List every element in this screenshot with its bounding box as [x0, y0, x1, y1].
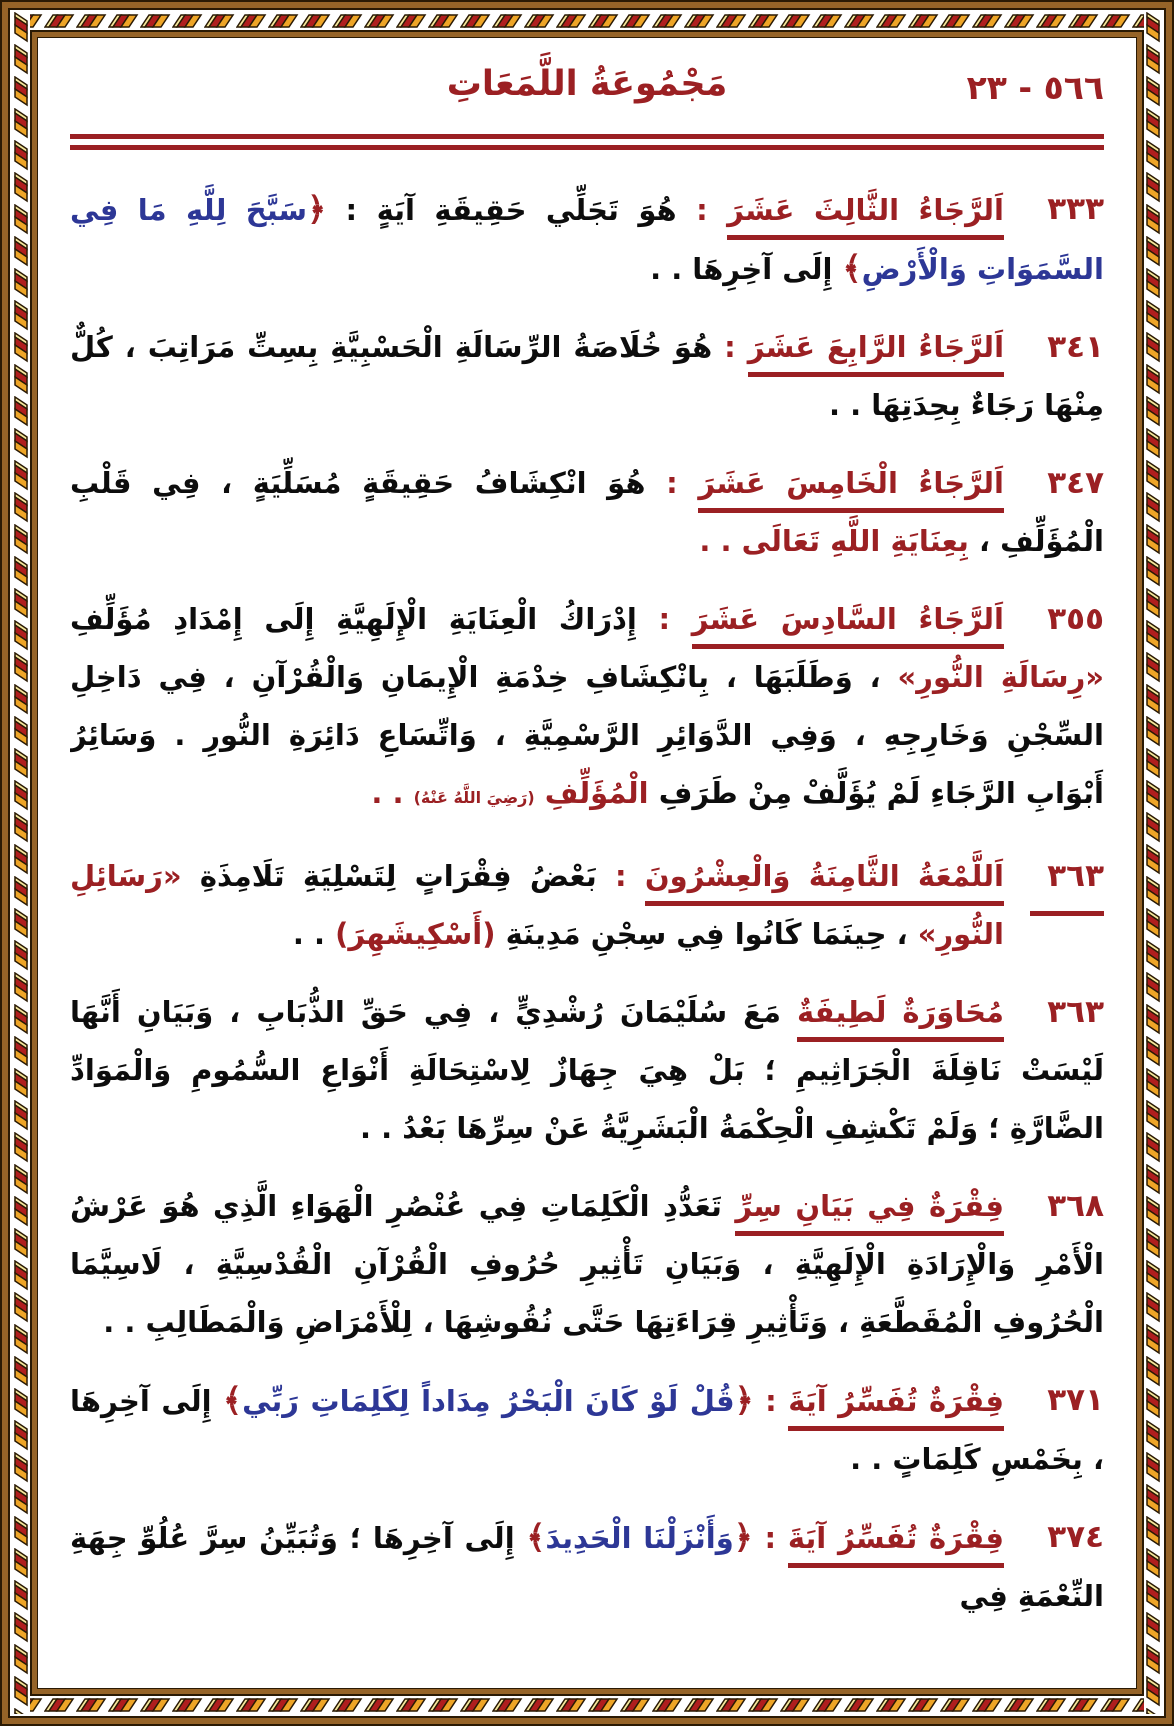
entry-title: مُحَاوَرَةٌ لَطِيفَةٌ	[797, 995, 1004, 1042]
entry-highlight: :	[712, 330, 748, 364]
entry-number: ٣٦٣	[1030, 847, 1104, 916]
entry-text: إِلَى آخِرِهَا ؛ وَتُبَيِّنُ سِرَّ عُلُوِّ جِهَةِ النِّعْمَةِ فِي	[70, 1521, 1104, 1613]
quran-verse: سَبَّحَ لِلَّهِ مَا فِي السَّمَوَاتِ وَالْأَرْضِ	[70, 193, 1104, 286]
entry-highlight: :	[676, 193, 728, 227]
entry-body	[70, 995, 1104, 1145]
entry-body	[70, 466, 1104, 558]
entry-text: تَعَدُّدِ الْكَلِمَاتِ فِي عُنْصُرِ الْهَوَاءِ الَّذِي هُوَ عَرْشُ الْأَمْرِ وَالْإِرَادَةِ الْإِلَهِيَّةِ ، وَبَيَانِ تَأْثِيرِ حُرُوفِ الْقُرْآنِ الْقُدْسِيَّةِ ، لَاسِيَّمَا الْحُرُوفِ الْمُقَطَّعَةِ ، وَتَأْثِيرِ قِرَاءَتِهَا حَتَّى نُقُوشِهَا ، لِلْأَمْرَاضِ وَالْمَطَالِبِ . .	[70, 1189, 1104, 1339]
toc-entry	[70, 318, 1104, 434]
entry-text: هُوَ انْكِشَافُ حَقِيقَةٍ مُسَلِّيَةٍ ، فِي قَلْبِ الْمُؤَلِّفِ ،	[70, 466, 1104, 558]
ornate-bracket-icon: ﴾	[842, 249, 862, 287]
border-braid-left-icon	[12, 12, 30, 1714]
toc-entry	[70, 1371, 1104, 1488]
header-divider	[70, 134, 1104, 150]
entry-number: ٣٦٣	[1047, 994, 1104, 1030]
entry-highlight: :	[753, 1384, 789, 1418]
entry-text: ، وَطَلَبَهَا ، بِانْكِشَافِ خِدْمَةِ الْإِيمَانِ وَالْقُرْآنِ ، فِي دَاخِلِ السِّجْنِ وَخَارِجِهِ ، وَفِي الدَّوَائِرِ الرَّسْمِيَّةِ ، وَاتِّسَاعِ دَائِرَةِ النُّورِ . وَسَائِرُ أَبْوَابِ الرَّجَاءِ لَمْ يُؤَلَّفْ مِنْ طَرَفِ	[70, 660, 1104, 810]
toc-entry	[70, 1508, 1104, 1625]
entry-text: هُوَ خُلَاصَةُ الرِّسَالَةِ الْحَسْبِيَّةِ بِسِتِّ مَرَاتِبَ ، كُلٌّ مِنْهَا رَجَاءٌ بِحِدَتِهَا . .	[70, 330, 1104, 422]
entry-body	[70, 190, 1104, 287]
toc-entry	[70, 590, 1104, 827]
toc-entry	[70, 983, 1104, 1157]
honorific-mark: (رَضِيَ اللَّهُ عَنْهُ)	[413, 788, 535, 807]
entry-number: ٣٣٣	[1047, 191, 1104, 227]
page-content	[42, 42, 1132, 1684]
entry-highlight: «رِسَالَةِ النُّورِ»	[897, 660, 1104, 694]
entry-highlight: الْمُؤَلِّفِ	[534, 776, 649, 810]
entry-number: ٣٥٥	[1047, 601, 1104, 637]
toc-entry	[70, 180, 1104, 298]
page-number: ٥٦٦ - ٢٣	[966, 68, 1104, 107]
entry-highlight: :	[636, 602, 692, 636]
entry-highlight: :	[596, 859, 645, 893]
entry-text: هُوَ تَجَلِّي حَقِيقَةِ آيَةٍ :	[326, 193, 677, 227]
entry-body	[70, 1518, 1104, 1613]
entry-title: اَلرَّجَاءُ الثَّالِثَ عَشَرَ	[727, 193, 1004, 240]
entry-body	[70, 859, 1004, 951]
entry-text: إِلَى آخِرِهَا ، بِخَمْسِ كَلِمَاتٍ . .	[70, 1384, 1104, 1476]
entry-number: ٣٤٧	[1047, 465, 1104, 501]
entry-highlight: «رَسَائِلِ النُّورِ»	[70, 859, 1004, 951]
page-header	[70, 56, 1104, 120]
toc-entry	[70, 847, 1104, 963]
ornate-bracket-icon: ﴿	[733, 1518, 753, 1556]
border-braid-top-icon	[12, 12, 1162, 30]
entry-body	[70, 330, 1104, 422]
entry-text: إِلَى آخِرِهَا . .	[650, 252, 843, 286]
entry-text: ، حِينَمَا كَانُوا فِي سِجْنِ مَدِينَةِ	[495, 917, 918, 951]
entry-text: إِدْرَاكُ الْعِنَايَةِ الْإِلَهِيَّةِ إِلَى إِمْدَادِ مُؤَلِّفِ	[70, 602, 637, 636]
entry-title: اَلرَّجَاءُ الرَّابِعَ عَشَرَ	[748, 330, 1004, 377]
entry-number: ٣٦٨	[1047, 1188, 1104, 1224]
entry-number: ٣٤١	[1047, 329, 1104, 365]
quran-verse: وَأَنْزَلْنَا الْحَدِيدَ	[545, 1521, 734, 1555]
entry-number: ٣٧١	[1047, 1382, 1104, 1418]
ornate-bracket-icon: ﴾	[223, 1381, 243, 1419]
entry-number: ٣٧٤	[1047, 1519, 1104, 1555]
entry-title: فِقْرَةٌ فِي بَيَانِ سِرِّ	[735, 1189, 1004, 1236]
border-braid-right-icon	[1144, 12, 1162, 1714]
entry-text: بَعْضُ فِقْرَاتٍ لِتَسْلِيَةِ تَلَامِذَةِ	[181, 859, 597, 893]
ornate-bracket-icon: ﴿	[734, 1381, 754, 1419]
entry-title: اَلرَّجَاءُ الْخَامِسَ عَشَرَ	[698, 466, 1004, 513]
toc-entry	[70, 454, 1104, 570]
entry-highlight: :	[645, 466, 699, 500]
toc-entry	[70, 1177, 1104, 1351]
entry-body	[70, 602, 1104, 810]
entry-text: . .	[292, 917, 336, 951]
entry-title: اَلرَّجَاءُ السَّادِسَ عَشَرَ	[692, 602, 1004, 649]
entry-highlight: (أَسْكِيشَهِرَ)	[335, 917, 496, 951]
entry-text: مَعَ سُلَيْمَانَ رُشْدِيٍّ ، فِي حَقِّ الذُّبَابِ ، وَبَيَانِ أَنَّهَا لَيْسَتْ نَاقِلَةَ الْجَرَاثِيمِ ؛ بَلْ هِيَ جِهَازٌ لِاسْتِحَالَةِ أَنْوَاعِ السُّمُومِ وَالْمَوَادِّ الضَّارَّةِ ؛ وَلَمْ تَكْشِفِ الْحِكْمَةُ الْبَشَرِيَّةُ عَنْ سِرِّهَا بَعْدُ . .	[70, 995, 1104, 1145]
toc-entries	[70, 180, 1104, 1625]
entry-highlight: :	[752, 1521, 788, 1555]
entry-highlight: . .	[371, 776, 414, 810]
entry-body	[70, 1189, 1104, 1339]
quran-verse: قُلْ لَوْ كَانَ الْبَحْرُ مِدَاداً لِكَلِمَاتِ رَبِّي	[242, 1384, 735, 1418]
book-title: مَجْمُوعَةُ اللَّمَعَاتِ	[446, 64, 728, 104]
entry-title: فِقْرَةٌ تُفَسِّرُ آيَةَ	[788, 1521, 1004, 1568]
entry-title: اَللَّمْعَةُ الثَّامِنَةُ وَالْعِشْرُونَ	[645, 859, 1004, 906]
entry-highlight: بِعِنَايَةِ اللَّهِ تَعَالَى . .	[699, 524, 969, 558]
border-braid-bottom-icon	[12, 1696, 1162, 1714]
ornate-bracket-icon: ﴿	[307, 190, 327, 228]
ornate-bracket-icon: ﴾	[526, 1518, 546, 1556]
entry-body	[70, 1381, 1104, 1476]
entry-title: فِقْرَةٌ تُفَسِّرُ آيَةَ	[788, 1384, 1004, 1431]
